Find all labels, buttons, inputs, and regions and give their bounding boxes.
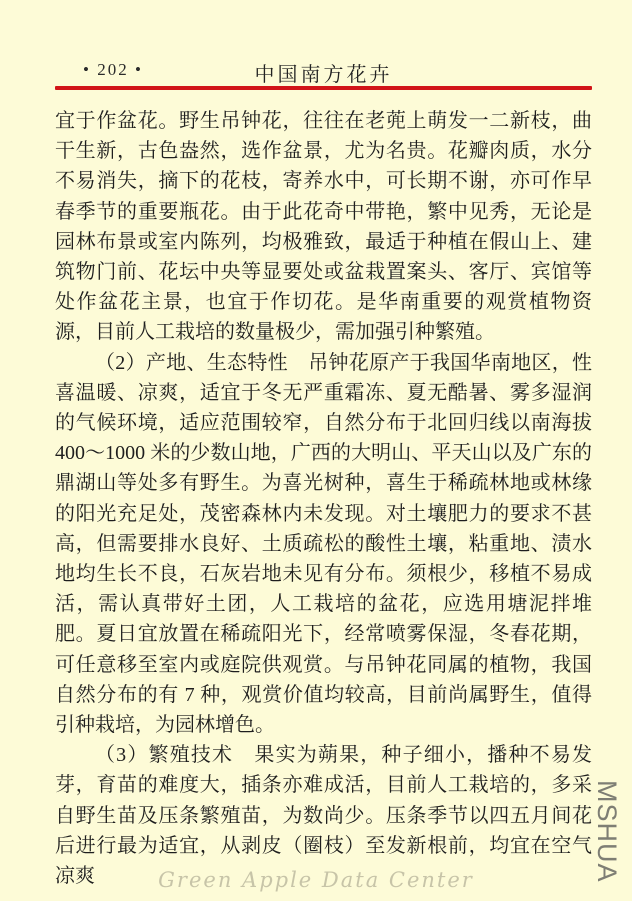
- body-paragraph: （2）产地、生态特性 吊钟花原产于我国华南地区，性喜温暖、凉爽，适宜于冬无严重霜冻、夏无酷暑、雾多湿润的气候环境，适应范围较窄，自然分布于北回归线以南海拔400～1000 米的少数山地，广西的大明山、平天山以及广东的鼎湖山等处多有野生。为喜光树种，喜生于稀疏林地或林缘的阳光充足处，茂密森林内未发现。对土壤肥力的要求不甚高，但需要排水良好、土质疏松的酸性土壤，粘重地、渍水地均生长不良，石灰岩地未见有分布。须根少，移植不易成活，需认真带好土团，人工栽培的盆花，应选用塘泥拌堆肥。夏日宜放置在稀疏阳光下，经常喷雾保湿，冬春花期，可任意移至室内或庭院供观赏。与吊钟花同属的植物，我国自然分布的有 7 种，观赏价值均较高，目前尚属野生，值得引种栽培，为园林增色。: [55, 351, 592, 737]
- page-header: [55, 58, 592, 84]
- body-paragraph: 宜于作盆花。野生吊钟花，往往在老蔸上萌发一二新枝，曲干生新，古色盎然，选作盆景，尤为名贵。花瓣肉质，水分不易消失，摘下的花枝，寄养水中，可长期不谢，亦可作早春季节的重要瓶花。由于此花奇中带艳，繁中见秀，无论是园林布景或室内陈列，均极雅致，最适于种植在假山上、建筑物门前、花坛中央等显要处或盆栽置案头、客厅、宾馆等处作盆花主景，也宜于作切花。是华南重要的观赏植物资源，目前人工栽培的数量极少，需加强引种繁殖。: [55, 110, 592, 344]
- page-number: • 202 •: [83, 60, 143, 79]
- body-text: [55, 106, 592, 891]
- body-paragraph: （3）繁殖技术 果实为蒴果，种子细小，播种不易发芽，育苗的难度大，插条亦难成活，目前人工栽培的，多采自野生苗及压条繁殖苗，为数尚少。压条季节以四五月间花后进行最为适宜，从剥皮（圈枝）至发新根前，均宜在空气凉爽: [55, 744, 592, 888]
- book-title: 中国南方花卉: [254, 64, 393, 86]
- side-label: MSHUA: [592, 780, 622, 883]
- header-rule: [55, 86, 592, 90]
- watermark-text: Green Apple Data Center: [158, 868, 474, 892]
